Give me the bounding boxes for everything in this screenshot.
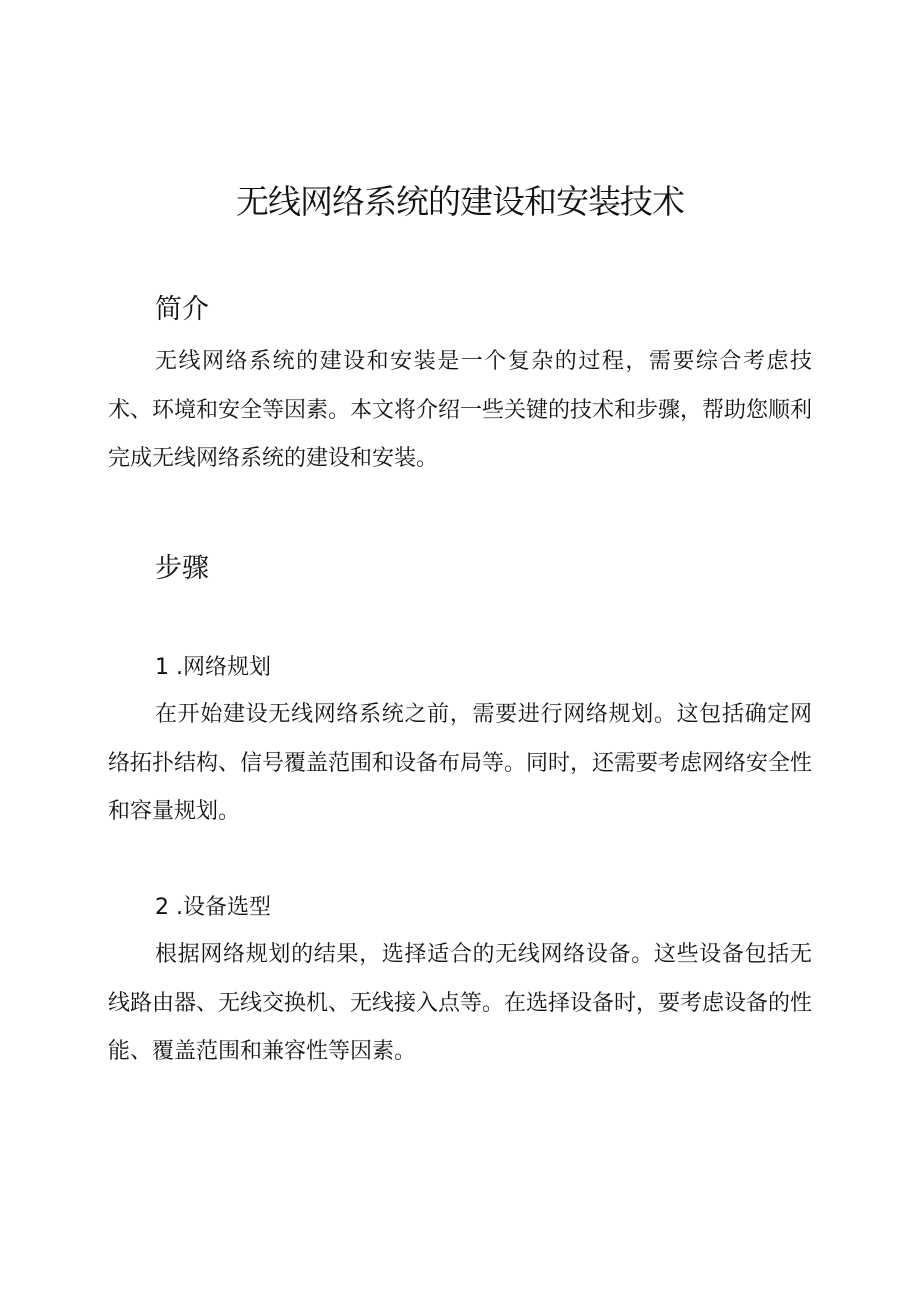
intro-paragraph: 无线网络系统的建设和安装是一个复杂的过程，需要综合考虑技术、环境和安全等因素。本文将介绍一些关键的技术和步骤，帮助您顺利完成无线网络系统的建设和安装。	[108, 349, 813, 471]
step-paragraph-equipment-selection: 根据网络规划的结果，选择适合的无线网络设备。这些设备包括无线路由器、无线交换机、无线接入点等。在选择设备时，要考虑设备的性能、覆盖范围和兼容性等因素。	[108, 942, 813, 1064]
step-heading-network-planning: 1 .网络规划	[155, 655, 271, 680]
section-heading-steps: 步骤	[155, 553, 209, 584]
document-title: 无线网络系统的建设和安装技术	[236, 182, 684, 221]
step-heading-equipment-selection: 2 .设备选型	[155, 895, 271, 920]
section-heading-intro: 简介	[155, 294, 209, 325]
step-paragraph-network-planning: 在开始建设无线网络系统之前，需要进行网络规划。这包括确定网络拓扑结构、信号覆盖范围和设备布局等。同时，还需要考虑网络安全性和容量规划。	[108, 702, 813, 824]
